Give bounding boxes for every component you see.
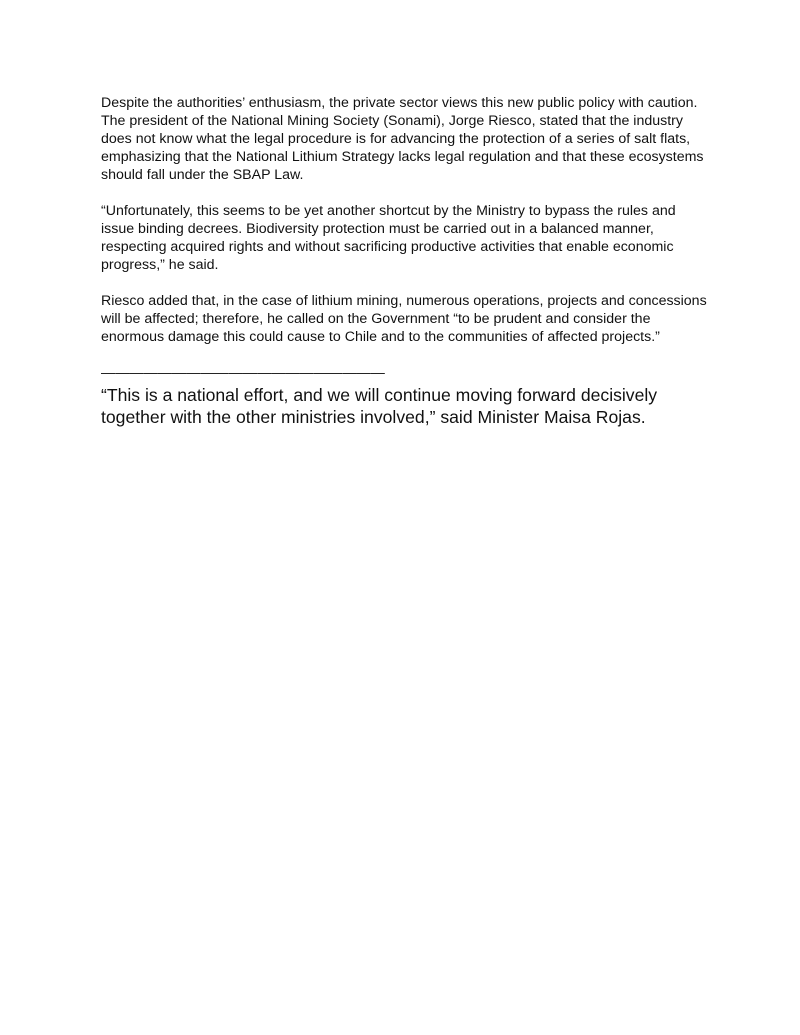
paragraph-private-sector: Despite the authorities’ enthusiasm, the private sector views this new public policy with caution. The president of the National Mining Society (Sonami), Jorge Riesco, stated that the industry does not know what the legal procedure is for advancing the protection of a series of salt flats, emphasizing that the National Lithium Strategy lacks legal regulation and that these ecosystems should fall under the SBAP Law. xyxy=(101,95,704,183)
paragraph-riesco-quote: “Unfortunately, this seems to be yet another shortcut by the Ministry to bypass the rules and issue binding decrees. Biodiversity protection must be carried out in a balanced manner, respecting acquired rights and without sacrificing productive activities that enable economic progress,” he said. xyxy=(101,203,676,273)
paragraph-lithium-mining: Riesco added that, in the case of lithium mining, numerous operations, projects and concessions will be affected; therefore, he called on the Government “to be prudent and consider the enormous damage this could cause to Chile and to the communities of affected projects.” xyxy=(101,293,707,345)
minister-quote: “This is a national effort, and we will continue moving forward decisively together with the other ministries involved,” said Minister Maisa Rojas. xyxy=(101,385,658,427)
document-body xyxy=(101,94,711,428)
separator-line: ———————————————————— xyxy=(101,365,385,381)
